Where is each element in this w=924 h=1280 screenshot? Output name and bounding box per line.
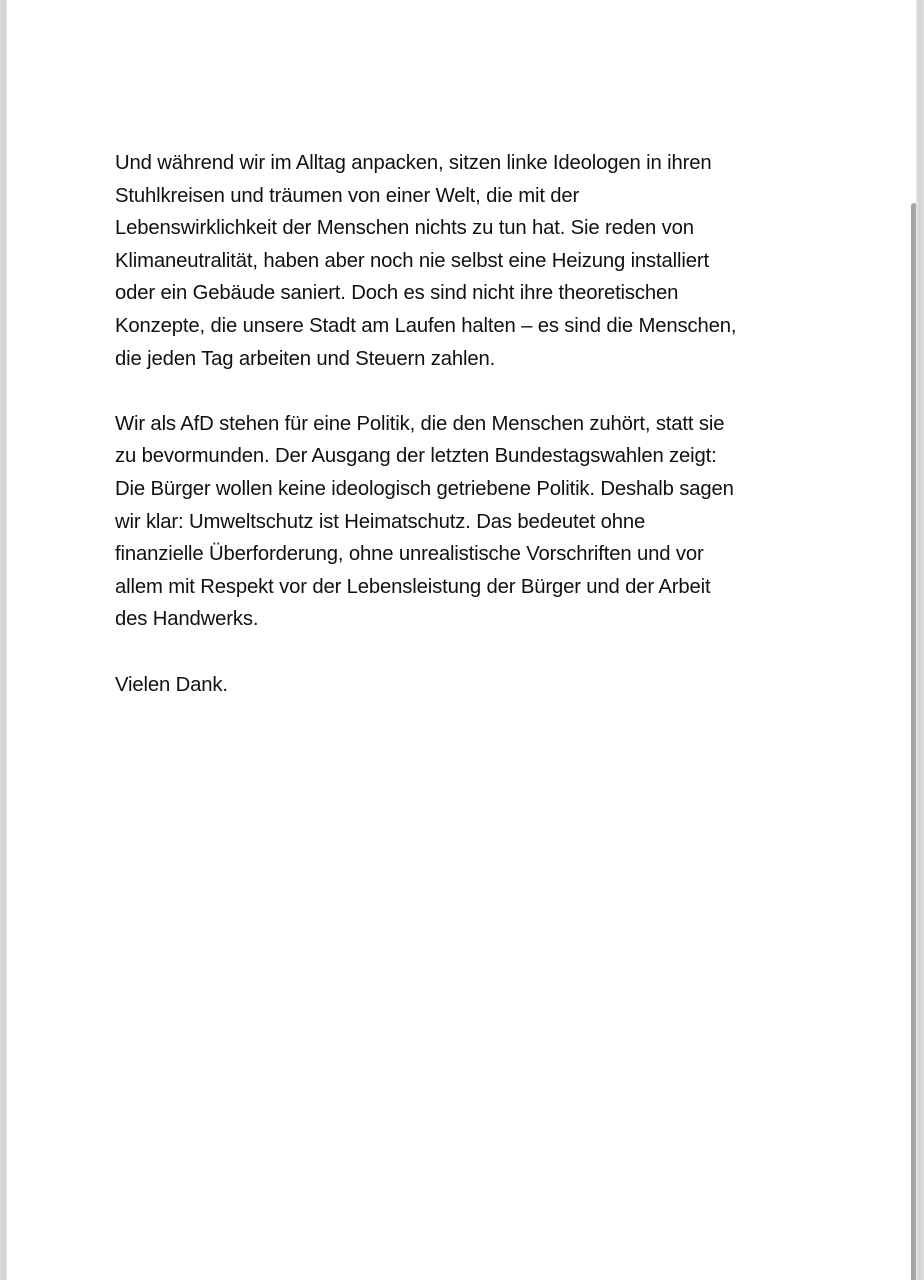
- closing-line: [115, 669, 815, 702]
- paragraph-1: [115, 147, 815, 375]
- paragraph-2: [115, 408, 815, 636]
- text-line: finanzielle Überforderung, ohne unrealistische Vorschriften und vor: [115, 543, 704, 566]
- text-line: Stuhlkreisen und träumen von einer Welt, die mit der: [115, 184, 580, 207]
- document-body: [115, 147, 815, 701]
- text-line: Vielen Dank.: [115, 673, 228, 696]
- left-gutter: [0, 0, 7, 1280]
- text-line: zu bevormunden. Der Ausgang der letzten Bundestagswahlen zeigt:: [115, 445, 717, 468]
- document-page: [7, 0, 910, 1280]
- text-line: Und während wir im Alltag anpacken, sitzen linke Ideologen in ihren: [115, 152, 712, 174]
- text-line: Klimaneutralität, haben aber noch nie selbst eine Heizung installiert: [115, 249, 709, 272]
- text-line: allem mit Respekt vor der Lebensleistung der Bürger und der Arbeit: [115, 575, 711, 598]
- text-line: wir klar: Umweltschutz ist Heimatschutz. Das bedeutet ohne: [115, 510, 646, 533]
- right-gutter: [916, 0, 924, 1280]
- text-line: Konzepte, die unsere Stadt am Laufen halten – es sind die Menschen,: [115, 314, 737, 337]
- text-line: die jeden Tag arbeiten und Steuern zahlen.: [115, 347, 496, 370]
- text-line: des Handwerks.: [115, 608, 259, 631]
- text-line: oder ein Gebäude saniert. Doch es sind nicht ihre theoretischen: [115, 282, 679, 305]
- text-line: Die Bürger wollen keine ideologisch getriebene Politik. Deshalb sagen: [115, 477, 734, 500]
- text-line: Lebenswirklichkeit der Menschen nichts zu tun hat. Sie reden von: [115, 217, 694, 240]
- text-line: Wir als AfD stehen für eine Politik, die den Menschen zuhört, statt sie: [115, 412, 725, 435]
